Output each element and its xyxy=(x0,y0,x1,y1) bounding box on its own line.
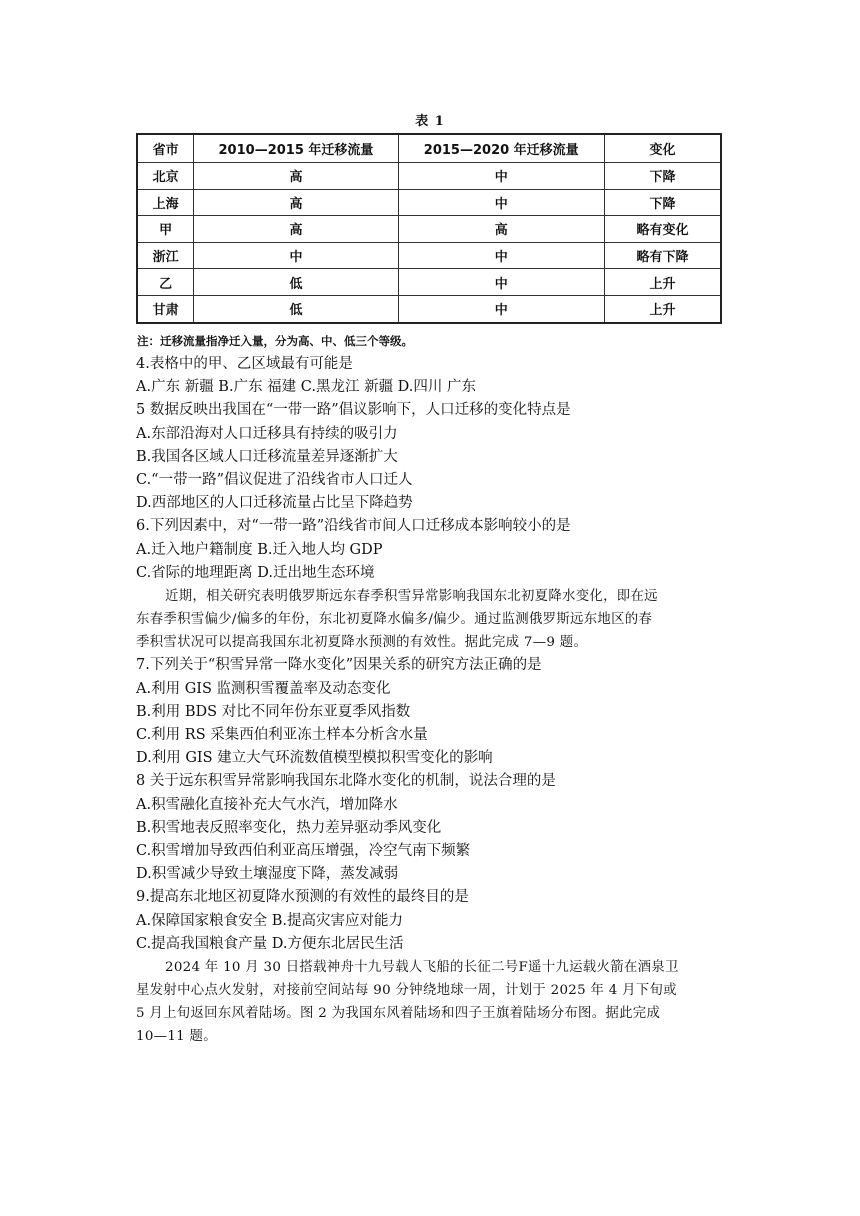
paragraph-line: 近期，相关研究表明俄罗斯远东春季积雪异常影响我国东北初夏降水变化，即在远 xyxy=(165,588,658,604)
paragraph-line: 星发射中心点火发射，对接前空间站每 90 分钟绕地球一周，计划于 2025 年 4 月下旬或 xyxy=(136,983,677,999)
question-line: B.利用 BDS 对比不同年份东亚夏季风指数 xyxy=(136,703,411,720)
table-row xyxy=(137,269,721,296)
question-line: 4.表格中的甲、乙区域最有可能是 xyxy=(136,356,353,372)
paragraph-line: 2024 年 10 月 30 日搭载神舟十九号载人飞船的长征二号F遥十九运载火箭在酒泉卫 xyxy=(165,959,679,975)
question-line: 7.下列关于“积雪异常一降水变化”因果关系的研究方法正确的是 xyxy=(136,657,542,674)
question-line: C.“一带一路”倡议促进了沿线省市人口迁人 xyxy=(136,471,413,488)
header-cell: 2010—2015 年迁移流量 xyxy=(194,134,398,163)
table-cell: 中 xyxy=(398,269,604,296)
table-cell: 上升 xyxy=(604,295,721,322)
question-line: D.积雪减少导致土壤湿度下降，蒸发减弱 xyxy=(136,866,399,883)
question-line: D.利用 GIS 建立大气环流数值模型模拟积雪变化的影响 xyxy=(136,750,493,767)
table-cell: 北京 xyxy=(137,163,194,190)
question-line: 5 数据反映出我国在“一带一路”倡议影响下，人口迁移的变化特点是 xyxy=(136,402,571,419)
table-cell: 高 xyxy=(194,189,398,216)
table-cell: 低 xyxy=(194,295,398,322)
table-cell: 高 xyxy=(194,216,398,243)
table-cell: 略有下降 xyxy=(604,242,721,269)
question-line: A.广东 新疆 B.广东 福建 C.黑龙江 新疆 D.四川 广东 xyxy=(136,379,477,396)
question-line: B.我国各区域人口迁移流量差异逐渐扩大 xyxy=(136,448,398,465)
question-line: 9.提高东北地区初夏降水预测的有效性的最终目的是 xyxy=(136,889,469,906)
question-line: C.积雪增加导致西伯利亚高压增强，冷空气南下频繁 xyxy=(136,842,471,859)
question-line: D.西部地区的人口迁移流量占比呈下降趋势 xyxy=(136,495,413,512)
table-cell: 下降 xyxy=(604,189,721,216)
table-row xyxy=(137,295,721,322)
table-cell: 下降 xyxy=(604,163,721,190)
table-row xyxy=(137,242,721,269)
table-row xyxy=(137,163,721,190)
table-cell: 中 xyxy=(398,189,604,216)
question-line: B.积雪地表反照率变化，热力差异驱动季风变化 xyxy=(136,819,442,836)
migration-table xyxy=(136,133,722,324)
question-line: A.利用 GIS 监测积雪覆盖率及动态变化 xyxy=(136,680,391,697)
table-cell: 高 xyxy=(398,216,604,243)
question-text xyxy=(136,353,736,1049)
table-cell: 浙江 xyxy=(137,242,194,269)
paragraph-line: 10—11 题。 xyxy=(136,1029,217,1045)
table-cell: 上海 xyxy=(137,189,194,216)
question-line: A.积雪融化直接补充大气水汽，增加降水 xyxy=(136,796,398,813)
question-line: C.利用 RS 采集西伯利亚冻土样本分析含水量 xyxy=(136,727,428,743)
table-cell: 中 xyxy=(194,242,398,269)
table-cell: 中 xyxy=(398,163,604,190)
paragraph-line: 东春季积雪偏少/偏多的年份，东北初夏降水偏多/偏少。通过监测俄罗斯远东地区的春 xyxy=(136,612,653,628)
question-line: A.保障国家粮食安全 B.提高灾害应对能力 xyxy=(136,912,403,929)
table-note: 注：迁移流量指净迁入量，分为高、中、低三个等级。 xyxy=(137,334,413,348)
header-cell: 省市 xyxy=(137,134,194,163)
table-row xyxy=(137,189,721,216)
table-header-row xyxy=(137,134,721,163)
paragraph-line: 季积雪状况可以提高我国东北初夏降水预测的有效性。据此完成 7—9 题。 xyxy=(136,635,588,651)
table-cell: 低 xyxy=(194,269,398,296)
table-cell: 上升 xyxy=(604,269,721,296)
table-cell: 略有变化 xyxy=(604,216,721,243)
table-cell: 甘肃 xyxy=(137,295,194,322)
question-line: C.省际的地理距离 D.迁出地生态环境 xyxy=(136,564,375,581)
table-caption: 表 1 xyxy=(415,114,445,129)
question-line: A.迁入地户籍制度 B.迁入地人均 GDP xyxy=(136,541,383,558)
question-line: 6.下列因素中，对“一带一路”沿线省市间人口迁移成本影响较小的是 xyxy=(136,518,571,535)
question-line: C.提高我国粮食产量 D.方便东北居民生活 xyxy=(136,935,404,952)
table-cell: 甲 xyxy=(137,216,194,243)
paragraph-line: 5 月上旬返回东风着陆场。图 2 为我国东风着陆场和四子王旗着陆场分布图。据此完成 xyxy=(136,1006,661,1022)
table-cell: 中 xyxy=(398,295,604,322)
table-cell: 乙 xyxy=(137,269,194,296)
header-cell: 2015—2020 年迁移流量 xyxy=(398,134,604,163)
question-line: A.东部沿海对人口迁移具有持续的吸引力 xyxy=(136,425,398,442)
question-line: 8 关于远东积雪异常影响我国东北降水变化的机制，说法合理的是 xyxy=(136,773,556,790)
table-row xyxy=(137,216,721,243)
table-cell: 中 xyxy=(398,242,604,269)
table-cell: 高 xyxy=(194,163,398,190)
header-cell: 变化 xyxy=(604,134,721,163)
